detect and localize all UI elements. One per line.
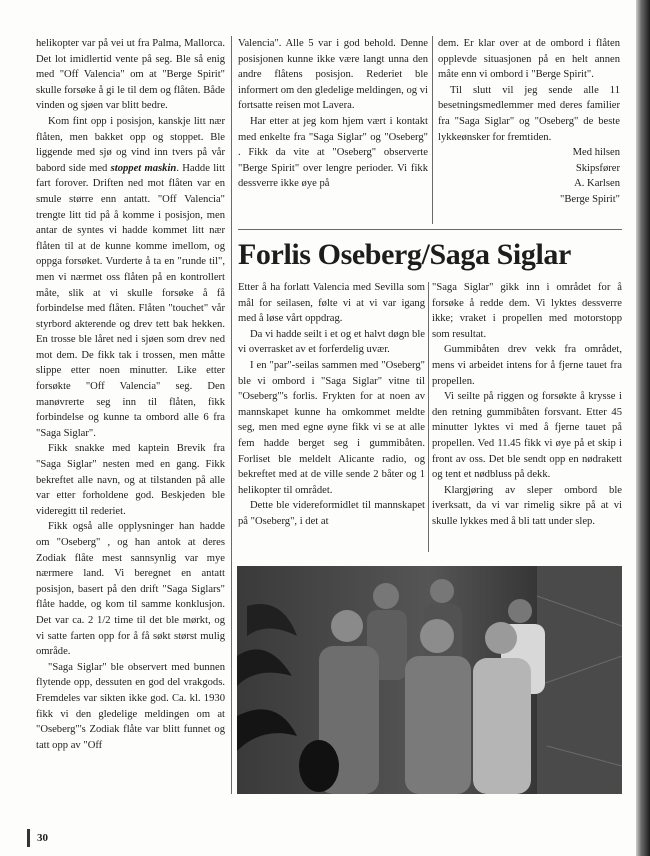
column-divider [231, 36, 232, 794]
crew-group-photo [237, 566, 622, 794]
paragraph: "Saga Siglar" ble observert med bunnen flytende opp, dessuten en god del vrakgods. Fremdeles var sikten ikke god. Ca. kl. 1930 fikk vi den gledelige meldingen om at "Oseberg"'s Zodiak flåte var blitt funnet og tatt opp av "Off [36, 661, 225, 751]
paragraph: "Saga Siglar" gikk inn i området for å forsøke å redde dem. Vi lyktes dessverre ikke; vraket i propellen med motorstopp som resultat. [432, 282, 622, 340]
paragraph [36, 114, 225, 441]
article-column-a [238, 280, 425, 530]
middle-column [238, 36, 428, 192]
signoff-line: Skipsfører [575, 162, 620, 174]
paragraph: Fikk snakke med kaptein Brevik fra "Saga Siglar" nesten med en gang. Fikk bekreftet alle navn, og at tilstanden på alle var etter forholdene god. Beskjeden ble videregitt til rederiet. [36, 443, 225, 517]
paragraph: Gummibåten drev vekk fra området, mens vi arbeidet intens for å fjerne tauet fra propellen. [432, 344, 622, 387]
paragraph: Fikk også alle opplysninger han hadde om "Oseberg" , og han antok at deres Zodiak flåte mest sannsynlig var mye nærmere land. Vi beregnet en antatt posisjon, basert på den drift "Saga Siglars" flåte hadde, og kom til samme konklusjon. Det var ca. 2 1/2 time til det ble mørkt, og vi satte farten opp for å få søkt størst mulig område. [36, 521, 225, 658]
page-binding-edge [636, 0, 650, 856]
paragraph: Da vi hadde seilt i et og et halvt døgn ble vi overrasket av et forferdelig uvær. [238, 328, 425, 356]
page-number: 30 [37, 832, 48, 844]
paragraph: Har etter at jeg kom hjem vært i kontakt med enkelte fra "Saga Siglar" og "Oseberg" . Fikk da vite at "Oseberg" observerte "Berge Spirit" over lengre perioder. Vi fikk dessverre ikke øye på [238, 115, 428, 190]
paragraph: Klargjøring av sleper ombord ble iverksatt, da vi var rimelig sikre på at vi skulle lykkes med å bli tatt under slep. [432, 484, 622, 527]
emphasis-text: stoppet maskin [110, 162, 177, 174]
paragraph: Vi seilte på riggen og forsøkte å krysse i den retning gummibåten forsvant. Etter 45 minutter lyktes vi med å fjerne tauet på propellen. Ved 11.45 fikk vi øye på et skip i front av oss. Det ble sendt opp en nødrakett og tent et nødbluss på dekk. [432, 391, 622, 481]
paragraph-text: . Hadde litt fart forover. Driften ned mot flåten var en smule større enn antatt. "Off Valencia" trengte litt tid på å komme i posisjon, men antar de syntes vi hadde kommet litt nær flåten til at de kunne komme imellom, og oppga forsøket. Vurderte å ta en "runde til", men vi nærmet oss flåten på en kontrollert måte, slik at vi skulle forsøke å få forbindelse med flåten. Flåten "touchet" vår styrbord akterende og drev tett bak hekken. En trosse ble låret ned i sjøen som drev ned mot dem. De fikk tak i trossen, men måtte slippe etter noen minutter. Like etter forsøkte "Off Valencia" seg. Den manøvrerte seg inn til flåten, fikk forbindelse og kunne ta ombord alle 6 fra "Saga Siglar". [36, 162, 225, 439]
right-column [438, 36, 620, 208]
paragraph: Til slutt vil jeg sende alle 11 besetningsmedlemmer med deres familier fra "Saga Siglar" og "Oseberg" de beste lykkeønsker for fremtiden. [438, 84, 620, 143]
photo-illustration [237, 566, 622, 794]
page-marker [27, 829, 30, 847]
section-divider [238, 229, 622, 230]
paragraph: Etter å ha forlatt Valencia med Sevilla som mål for seilasen, følte vi at vi var igang med å løse vårt oppdrag. [238, 282, 425, 325]
paragraph: I en "par"-seilas sammen med "Oseberg" ble vi ombord i "Saga Siglar" vitne til "Oseberg"'s forlis. Frykten for at noen av mannskapet kunne ha omkommet meldte seg, men med egne øyne fikk vi se at alle fem hadde berget seg i gummibåten. Forliset ble meldelt Alicante radio, og bekreftet med at de ville sende 2 båter og 1 helikopter til området. [238, 359, 425, 496]
paragraph: dem. Er klar over at de ombord i flåten opplevde situasjonen på en helt annen måte enn vi ombord i "Berge Spirit". [438, 38, 620, 81]
article-column-b [432, 280, 622, 530]
column-divider [428, 282, 429, 552]
column-divider [432, 36, 433, 224]
paragraph: helikopter var på vei ut fra Palma, Mallorca. Det lot imidlertid vente på seg. Ble så enig med "Off Valencia" om at "Berge Spirit" skulle forsøke å gi le til dem og flåten. Både vinden og sjøen var blitt bedre. [36, 38, 225, 112]
signoff-line: "Berge Spirit" [560, 193, 620, 205]
signoff-line: A. Karlsen [574, 178, 620, 190]
paragraph: Dette ble videreformidlet til mannskapet på "Oseberg", i det at [238, 500, 425, 527]
article-headline: Forlis Oseberg/Saga Siglar [238, 238, 571, 271]
left-column [36, 36, 225, 753]
paragraph-text: Kom fint opp i posisjon, kanskje litt nær flåten, men bakket opp og stoppet. Ble liggende med sjø og vind inn tvers på vår babord side med [36, 115, 225, 174]
signoff-line: Med hilsen [572, 147, 620, 159]
paragraph: Valencia". Alle 5 var i god behold. Denne posisjonen kunne ikke være langt unna den andre flåtens posisjon. Rederiet ble informert om den gledelige meldingen, og vi fortsatte reisen mot Lavera. [238, 38, 428, 112]
